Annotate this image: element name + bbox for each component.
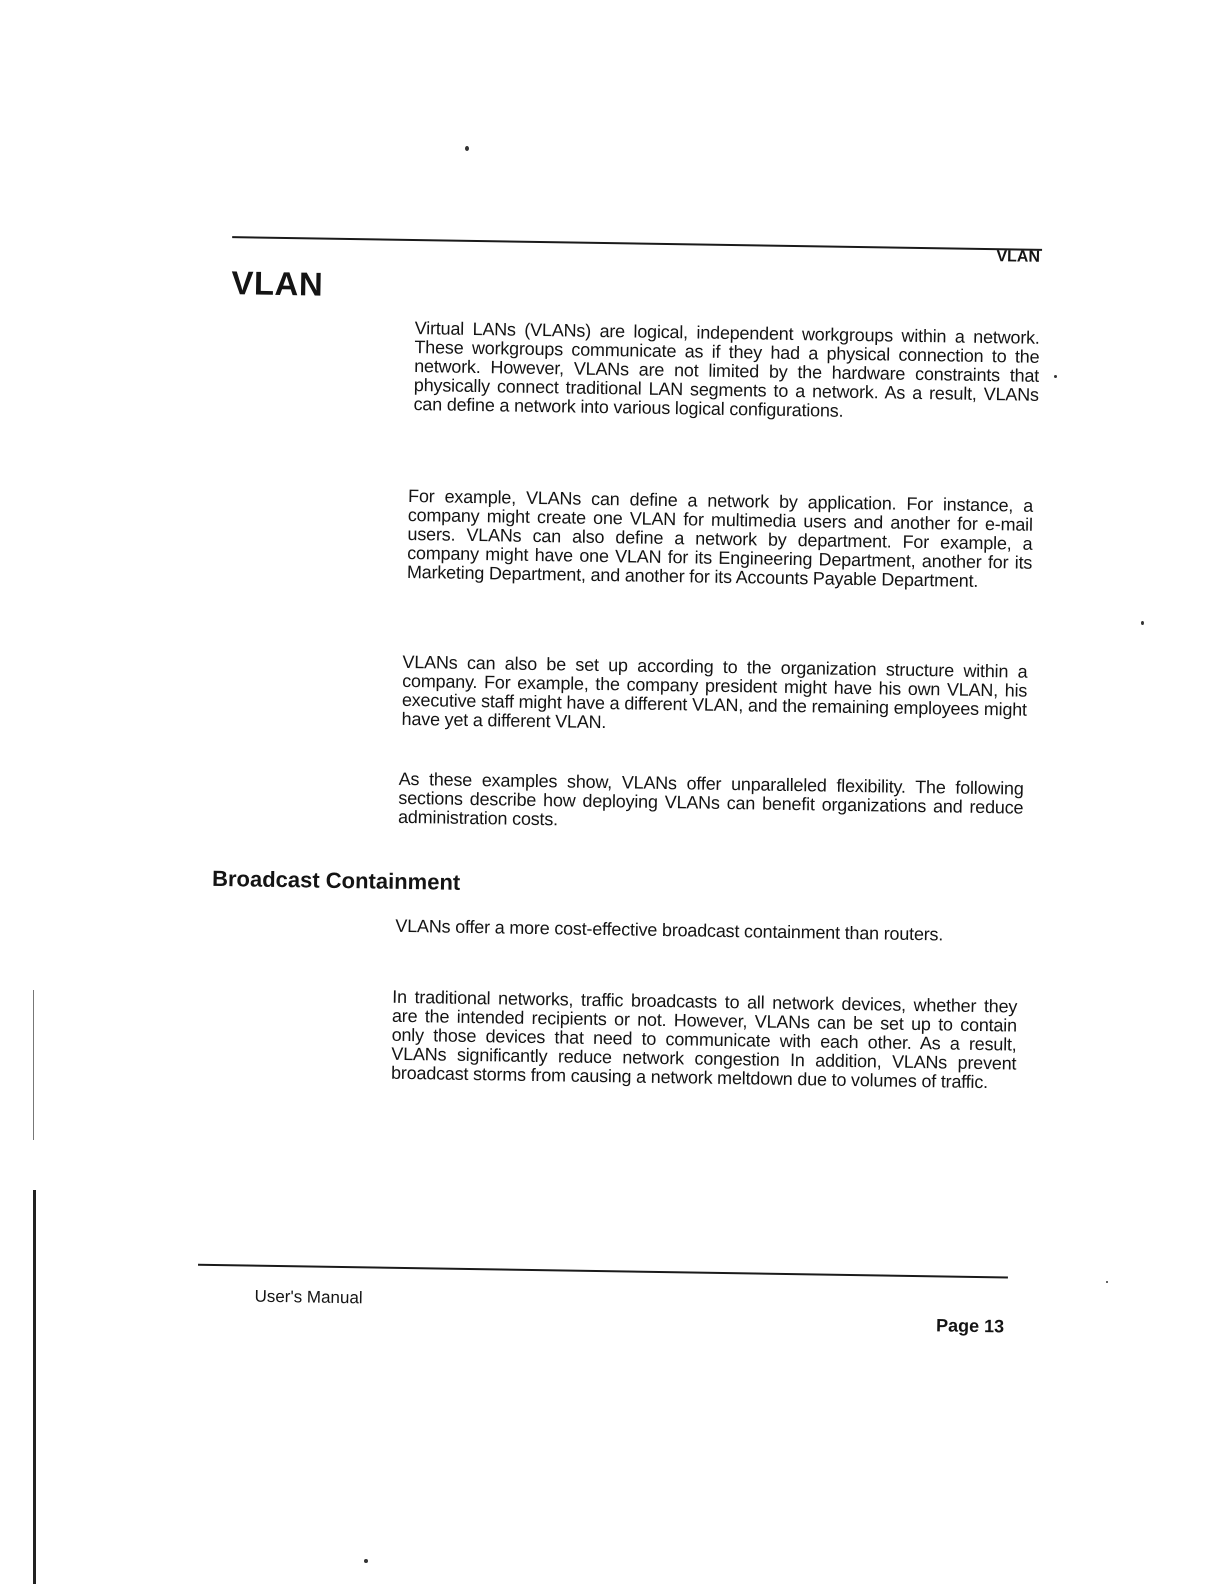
header-rule: [232, 236, 1042, 251]
subsection-title: Broadcast Containment: [211, 865, 461, 895]
scan-speck: [1141, 621, 1144, 625]
scan-speck: [465, 146, 469, 151]
traditional-networks-paragraph: In traditional networks, traffic broadcasts to all network devices, whether they are the intended recipients or not. However, VLANs can be set up to contain only those devices that need to communicate with each other. As a result, VLANs significantly reduce network congestion In addition, VLANs prevent broadcast storms from causing a network meltdown due to volumes of traffic.: [390, 986, 1018, 1093]
example-paragraph: For example, VLANs can define a network by application. For instance, a company might create one VLAN for multimedia users and another for e-mail users. VLANs can also define a network by department. For example, a company might have one VLAN for its Engineering Department, another for its Marketing Department, and another for its Accounts Payable Department.: [406, 485, 1034, 591]
section-title: VLAN: [231, 264, 324, 303]
containment-intro-paragraph: VLANs offer a more cost-effective broadcast containment than routers.: [395, 915, 944, 945]
organization-paragraph: VLANs can also be set up according to the organization structure within a company. For example, the company president might have his own VLAN, his executive staff might have a different VLAN, and the remaining employees might have yet a different VLAN.: [401, 651, 1028, 733]
flexibility-paragraph: As these examples show, VLANs offer unparalleled flexibility. The following sections describe how deploying VLANs can benefit organizations and reduce administration costs.: [397, 768, 1024, 830]
scan-speck: [364, 1559, 368, 1563]
scan-speck: [1106, 1281, 1108, 1283]
footer-page-number: Page 13: [935, 1315, 1005, 1337]
footer-rule: [198, 1264, 1008, 1279]
footer-manual-title: User's Manual: [254, 1286, 363, 1308]
scan-edge-mark: [33, 990, 34, 1140]
intro-paragraph: Virtual LANs (VLANs) are logical, independent workgroups within a network. These workgroups communicate as if they had a physical connection to the network. However, VLANs are not limited by the hardware constraints that physically connect traditional LAN segments to a network. As a result, VLANs can define a network into various logical configurations.: [413, 318, 1040, 421]
scan-edge-mark: [33, 1190, 36, 1584]
scan-speck: [1054, 375, 1057, 378]
running-head: VLAN: [996, 248, 1041, 266]
